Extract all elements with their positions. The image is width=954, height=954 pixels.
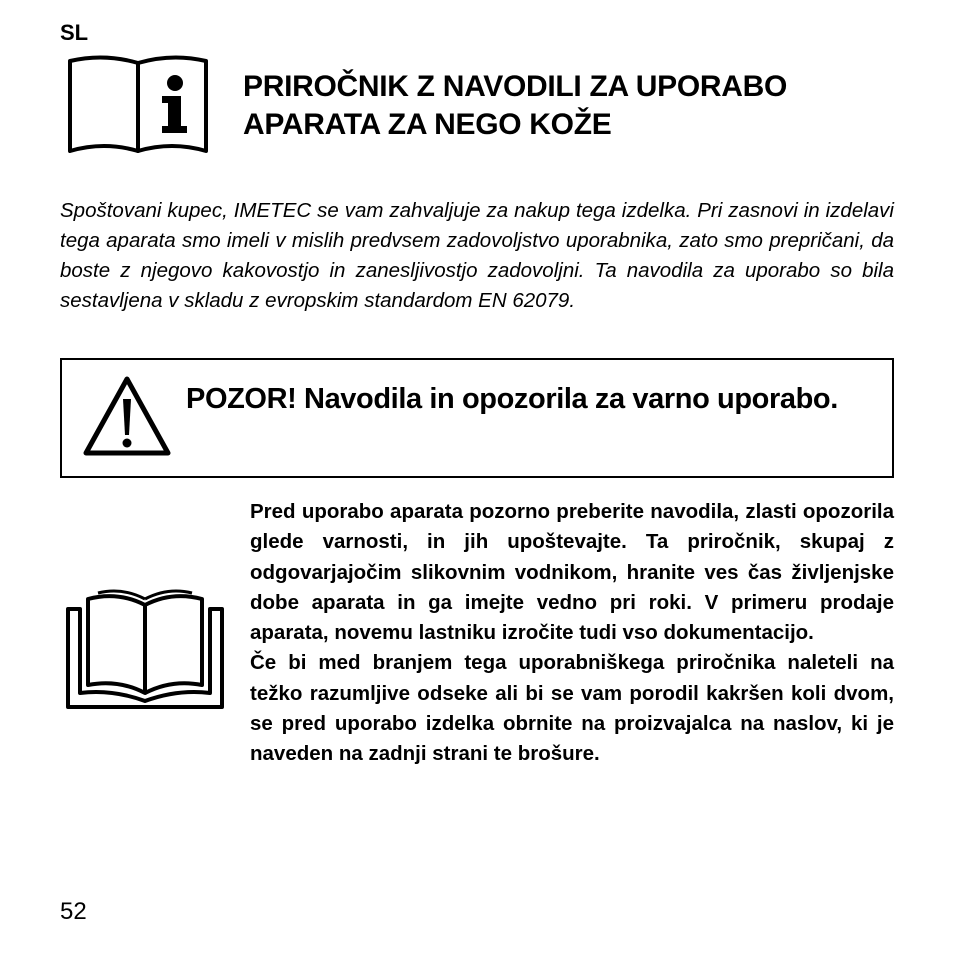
warning-text: POZOR! Navodila in opozorila za varno uporabo. xyxy=(186,383,838,415)
page-number: 52 xyxy=(60,898,87,925)
safety-instructions xyxy=(250,497,894,770)
info-manual-icon xyxy=(66,55,212,159)
body-paragraph-1: Pred uporabo aparata pozorno preberite navodila, zlasti opozorila glede varnosti, in jih upoštevajte. Ta priročnik, skupaj z odgovarjajočim slikovnim vodnikom, hranite ves čas življenjske dobe aparata in ga imejte vedno pri roki. V primeru prodaje aparata, novemu lastniku izročite tudi vso dokumentacijo. xyxy=(250,500,894,645)
page-title xyxy=(243,68,903,144)
warning-triangle-icon xyxy=(82,375,172,457)
title-line-2: APARATA ZA NEGO KOŽE xyxy=(243,108,612,141)
intro-paragraph: Spoštovani kupec, IMETEC se vam zahvaljuje za nakup tega izdelka. Pri zasnovi in izdelavi tega aparata smo imeli v mislih predvsem zadovoljstvo uporabnika, zato smo prepričani, da boste z njegovo kakovostjo in zanesljivostjo zadovoljni. Ta navodila za uporabo so bila sestavljena v skladu z evropskim standardom EN 62079. xyxy=(60,199,894,312)
body-paragraph-2: Če bi med branjem tega uporabniškega priročnika naleteli na težko razumljive odseke ali bi se vam porodil kakršen koli dvom, se pred uporabo izdelka obrnite na proizvajalca na naslov, ki je naveden na zadnji strani te brošure. xyxy=(250,651,894,766)
language-code: SL xyxy=(60,20,89,45)
warning-box xyxy=(60,358,894,478)
title-line-1: PRIROČNIK Z NAVODILI ZA UPORABO xyxy=(243,70,788,103)
open-book-icon xyxy=(66,585,224,709)
